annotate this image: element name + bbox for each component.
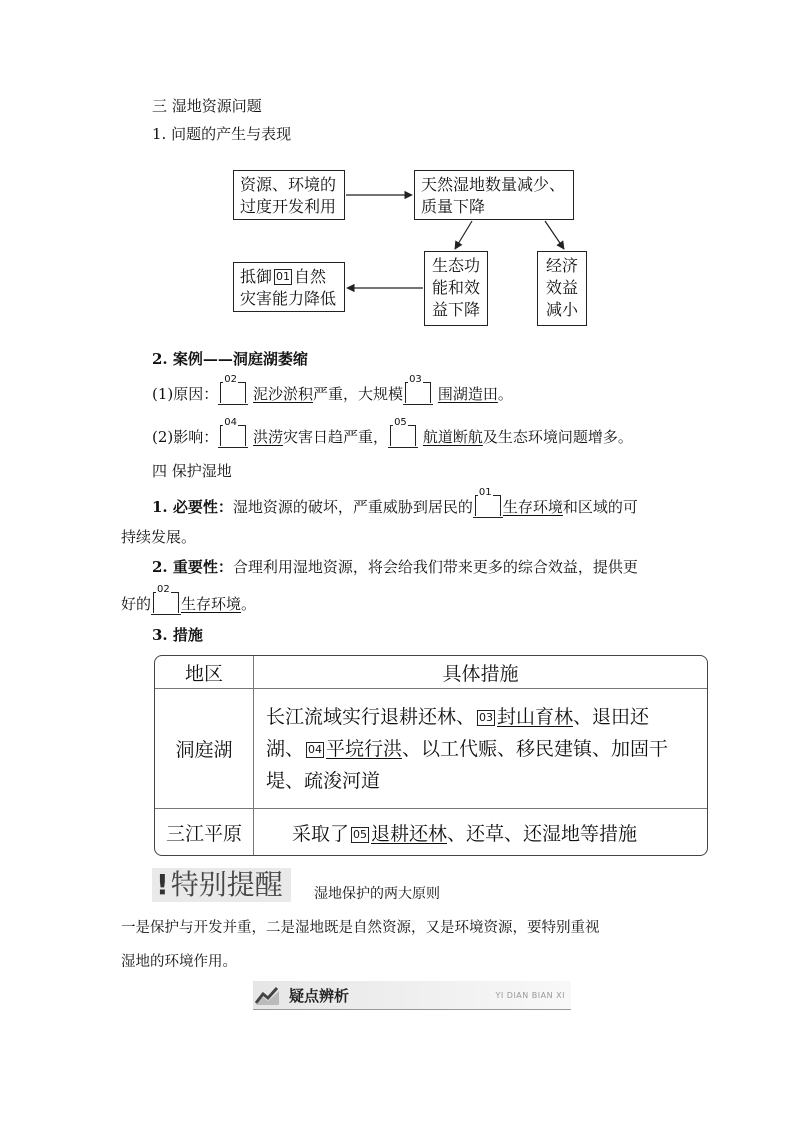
subheading-problem: 1. 问题的产生与表现 — [152, 125, 292, 143]
importance-text: 合理利用湿地资源，将会给我们带来更多的综合效益，提供更 — [232, 558, 638, 576]
effect-label: (2)影响： — [152, 428, 219, 446]
flow-defense-post: 自然灾害能力降低 — [240, 267, 337, 308]
blank-number: 02 — [157, 584, 170, 595]
col-region-header: 地区 — [155, 656, 254, 689]
necessity-end: 和区域的可 — [562, 498, 638, 516]
banner-text: 特别提醒 — [170, 868, 283, 901]
reminder-title: 湿地保护的两大原则 — [314, 886, 440, 902]
blank-number: 01 — [478, 487, 492, 498]
answer-blank-02 — [220, 374, 246, 403]
measures-label: 3. 措施 — [152, 626, 203, 644]
answer-blank-01 — [475, 487, 501, 516]
answer-flood: 洪涝 — [253, 428, 284, 446]
row-measures-sanjiang — [254, 809, 707, 855]
importance-label: 2. 重要性： — [152, 558, 233, 576]
answer-blank-03 — [405, 374, 431, 403]
importance-end: 。 — [241, 595, 257, 613]
arrow-to-econ — [545, 221, 564, 249]
case-effect-line — [152, 417, 633, 448]
answer-navigation: 航道断航 — [422, 428, 483, 446]
case-title: 2. 案例——洞庭湖萎缩 — [152, 350, 308, 368]
flow-defense-pre: 抵御 — [240, 267, 273, 286]
measure-text: 、以工代赈、移民建镇、加固干 — [402, 737, 669, 760]
flow-box-eco: 生态功能和效益下降 — [424, 251, 488, 326]
flow-box-cause: 资源、环境的过度开发利用 — [233, 170, 345, 220]
answer-blank-02b — [153, 584, 179, 613]
answer-number-04: 04 — [308, 742, 323, 756]
measure-text: 湖、 — [266, 737, 305, 760]
answer-siltation: 泥沙淤积 — [253, 385, 314, 403]
reminder-body-1: 一是保护与开发并重，二是湿地既是自然资源，又是环境资源，要特别重视 — [121, 920, 600, 936]
necessity-line-2: 持续发展。 — [121, 528, 197, 546]
necessity-text: 湿地资源的破坏，严重威胁到居民的 — [232, 498, 473, 516]
flow-box-econ: 经济效益减小 — [537, 251, 587, 326]
answer-seal-forest: 封山育林 — [497, 705, 574, 728]
row-region-dongting: 洞庭湖 — [155, 689, 254, 809]
measure-text: 长江流域实行退耕还林、 — [266, 705, 476, 728]
doubt-title: 疑点辨析 — [289, 987, 350, 1005]
doubt-banner — [253, 981, 571, 1010]
answer-number-03: 03 — [479, 710, 494, 724]
effect-end: 及生态环境问题增多。 — [482, 428, 633, 446]
importance-pre: 好的 — [121, 595, 152, 613]
cause-mid-text: 严重，大规模 — [313, 385, 404, 403]
measures-table — [154, 655, 708, 856]
answer-return-forest: 退耕还林 — [371, 822, 448, 845]
special-reminder-banner — [152, 868, 291, 902]
effect-mid-text: 灾害日趋严重， — [283, 428, 389, 446]
measure-text: 、退田还 — [573, 705, 650, 728]
doubt-pinyin: YI DIAN BIAN XI — [495, 991, 565, 1000]
exclamation-icon: ! — [156, 868, 169, 901]
table-row — [155, 689, 707, 809]
col-measures-header: 具体措施 — [254, 656, 707, 689]
cause-end: 。 — [497, 385, 513, 403]
answer-number-05: 05 — [353, 827, 368, 841]
answer-flood-release: 平垸行洪 — [326, 737, 403, 760]
blank-number: 02 — [224, 374, 237, 385]
cause-label: (1)原因： — [152, 385, 219, 403]
section-heading-4: 四 保护湿地 — [152, 462, 232, 480]
importance-line — [152, 557, 638, 577]
measure-text: 采取了 — [292, 822, 350, 845]
table-header-row — [155, 656, 707, 689]
answer-reclamation: 围湖造田 — [437, 385, 498, 403]
section-heading-3: 三 湿地资源问题 — [152, 97, 262, 115]
importance-line-2 — [121, 584, 257, 615]
answer-blank-04 — [220, 417, 246, 446]
answer-blank-05 — [390, 417, 416, 446]
blank-number: 05 — [394, 417, 407, 428]
measure-text: 、还草、还湿地等措施 — [447, 822, 638, 845]
case-cause-line — [152, 374, 513, 405]
measure-text: 堤、疏浚河道 — [266, 769, 381, 792]
flow-arrows — [0, 0, 794, 360]
row-region-sanjiang: 三江平原 — [155, 809, 254, 855]
answer-number-01: 01 — [276, 270, 291, 283]
blank-number: 04 — [224, 417, 237, 428]
answer-living-env-2: 生存环境 — [181, 595, 242, 613]
chart-line-icon — [255, 984, 281, 1006]
blank-number: 03 — [409, 374, 422, 385]
answer-living-env: 生存环境 — [502, 498, 563, 516]
flow-box-decrease: 天然湿地数量减少、质量下降 — [414, 170, 574, 220]
row-measures-dongting — [254, 689, 707, 809]
necessity-line — [152, 487, 638, 518]
reminder-body-2: 湿地的环境作用。 — [121, 954, 237, 970]
table-row — [155, 809, 707, 855]
arrow-to-eco — [455, 221, 472, 249]
necessity-label: 1. 必要性： — [152, 498, 233, 516]
